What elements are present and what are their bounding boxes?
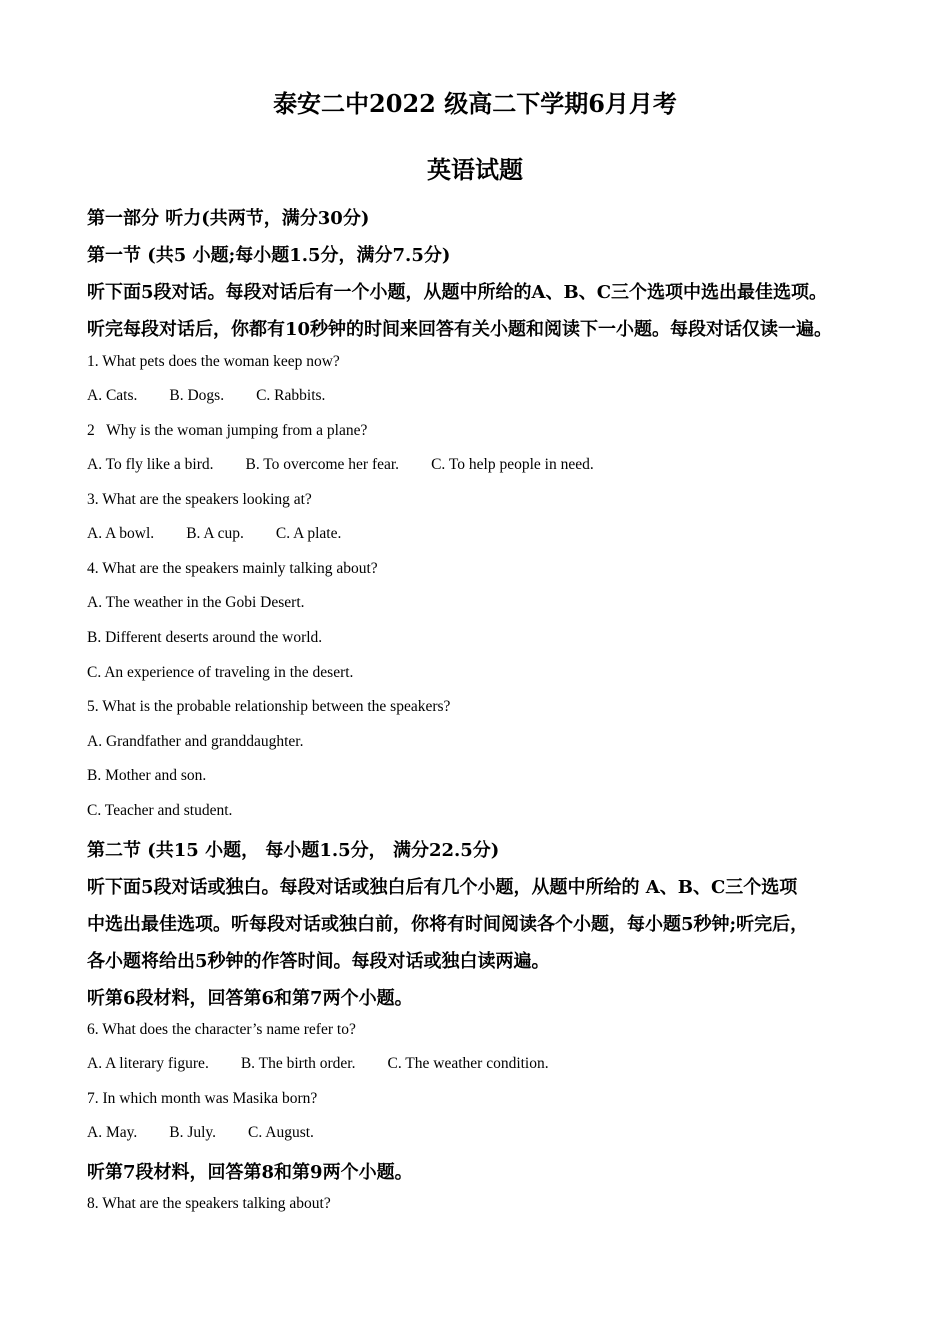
option-b: B. The birth order. bbox=[240, 1055, 356, 1072]
section1-instruction-line-1: 听下面5段对话。每段对话后有一个小题，从题中所给的A、B、C三个选项中选出最佳选项。 bbox=[87, 282, 828, 303]
option-a: A. To fly like a bird. bbox=[87, 456, 214, 473]
question-5: 5. What is the probable relationship between the speakers? bbox=[87, 698, 451, 715]
option-a: A. May. bbox=[87, 1124, 138, 1141]
question-6: 6. What does the character’s name refer to? bbox=[87, 1021, 356, 1038]
section1-instruction-line-2: 听完每段对话后，你都有10秒钟的时间来回答有关小题和阅读下一小题。每段对话仅读一遍。 bbox=[87, 319, 833, 340]
question-4-option-c: C. An experience of traveling in the desert. bbox=[87, 664, 354, 681]
section2-instruction-line-3: 各小题将给出5秒钟的作答时间。每段对话或独白读两遍。 bbox=[87, 951, 550, 972]
option-b: B. Dogs. bbox=[169, 387, 225, 404]
option-b: B. A cup. bbox=[186, 525, 244, 542]
section1-heading: 第一节 (共5 小题;每小题1.5分，满分7.5分) bbox=[87, 245, 451, 266]
question-4-option-a: A. The weather in the Gobi Desert. bbox=[87, 594, 305, 611]
part1-heading: 第一部分 听力(共两节，满分30分) bbox=[87, 208, 370, 229]
option-a: A. Cats. bbox=[87, 387, 138, 404]
option-c: C. A plate. bbox=[275, 525, 342, 542]
section2-instruction-line-1: 听下面5段对话或独白。每段对话或独白后有几个小题，从题中所给的 A、B、C三个选项 bbox=[87, 877, 798, 898]
exam-title: 泰安二中2022 级高二下学期6月月考 bbox=[273, 89, 677, 118]
question-2: 2 Why is the woman jumping from a plane? bbox=[87, 422, 368, 439]
option-c: C. Rabbits. bbox=[256, 387, 326, 404]
material-6-heading: 听第6段材料，回答第6和第7两个小题。 bbox=[87, 988, 413, 1009]
question-7: 7. In which month was Masika born? bbox=[87, 1090, 318, 1107]
question-5-option-c: C. Teacher and student. bbox=[87, 802, 233, 819]
question-2-options bbox=[87, 456, 594, 474]
option-c: C. August. bbox=[248, 1124, 314, 1141]
material-7-heading: 听第7段材料，回答第8和第9两个小题。 bbox=[87, 1162, 413, 1183]
section2-heading: 第二节 (共15 小题， 每小题1.5分， 满分22.5分) bbox=[87, 840, 500, 861]
question-1: 1. What pets does the woman keep now? bbox=[87, 353, 340, 370]
question-7-options bbox=[87, 1124, 314, 1142]
option-c: C. The weather condition. bbox=[387, 1055, 549, 1072]
question-4: 4. What are the speakers mainly talking about? bbox=[87, 560, 378, 577]
exam-subtitle: 英语试题 bbox=[427, 155, 523, 184]
question-5-option-a: A. Grandfather and granddaughter. bbox=[87, 733, 304, 750]
question-8: 8. What are the speakers talking about? bbox=[87, 1195, 331, 1212]
option-a: A. A bowl. bbox=[87, 525, 155, 542]
option-c: C. To help people in need. bbox=[431, 456, 594, 473]
question-4-option-b: B. Different deserts around the world. bbox=[87, 629, 323, 646]
question-1-options bbox=[87, 387, 325, 405]
option-a: A. A literary figure. bbox=[87, 1055, 209, 1072]
option-b: B. To overcome her fear. bbox=[245, 456, 400, 473]
section2-instruction-line-2: 中选出最佳选项。听每段对话或独白前，你将有时间阅读各个小题，每小题5秒钟;听完后， bbox=[87, 914, 809, 935]
question-3-options bbox=[87, 525, 341, 543]
question-3: 3. What are the speakers looking at? bbox=[87, 491, 312, 508]
option-b: B. July. bbox=[169, 1124, 217, 1141]
question-6-options bbox=[87, 1055, 549, 1073]
question-5-option-b: B. Mother and son. bbox=[87, 767, 207, 784]
